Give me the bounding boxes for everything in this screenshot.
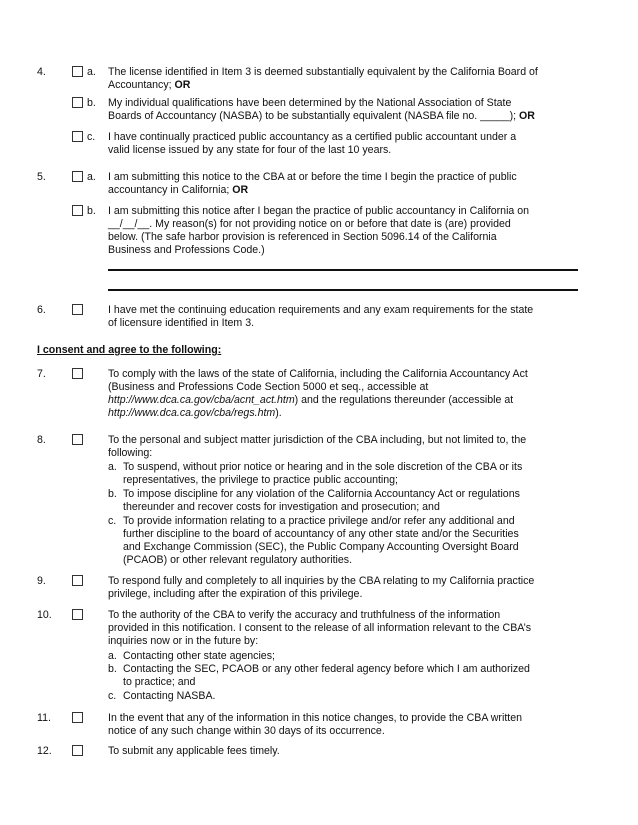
- item-5a-checkbox[interactable]: [72, 171, 83, 182]
- item-10a-letter: a.: [108, 650, 117, 662]
- item-5a-or: OR: [232, 184, 249, 196]
- item-8c-line4: (PCAOB) or other relevant regulatory authorities.: [123, 554, 353, 566]
- item-6-number: 6.: [37, 304, 46, 316]
- item-4-number: 4.: [37, 66, 46, 78]
- item-4b-line2-text: Boards of Accountancy (NASBA) to be substantially equivalent (NASBA file no. _____);: [108, 110, 520, 122]
- item-4c-letter: c.: [87, 131, 96, 143]
- item-12-text: To submit any applicable fees timely.: [108, 745, 280, 757]
- item-4a-line1: The license identified in Item 3 is deemed substantially equivalent by the California Board of: [108, 66, 538, 78]
- item-8c-line3: and Exchange Commission (SEC), the Public Company Accounting Oversight Board: [123, 541, 519, 553]
- item-10-text: [108, 609, 593, 648]
- item-10b-letter: b.: [108, 663, 117, 675]
- item-9-number: 9.: [37, 575, 46, 587]
- item-4a-letter: a.: [87, 66, 96, 78]
- item-10a-text: Contacting other state agencies;: [123, 650, 275, 662]
- item-4b-line2: [108, 110, 593, 123]
- item-7-line1: To comply with the laws of the state of California, including the California Accountancy Act: [108, 368, 528, 380]
- item-4a-text: [108, 66, 593, 92]
- item-8c-letter: c.: [108, 515, 117, 527]
- item-6-checkbox[interactable]: [72, 304, 83, 315]
- item-8-text: [108, 434, 593, 460]
- item-11-checkbox[interactable]: [72, 712, 83, 723]
- item-8a-letter: a.: [108, 461, 117, 473]
- item-5a-letter: a.: [87, 171, 96, 183]
- item-5a-line1: I am submitting this notice to the CBA at or before the time I begin the practice of public: [108, 171, 517, 183]
- item-4a-line2: [108, 79, 593, 92]
- item-10b-line1: Contacting the SEC, PCAOB or any other federal agency before which I am authorized: [123, 663, 530, 675]
- item-4b-line1: My individual qualifications have been determined by the National Association of State: [108, 97, 512, 109]
- item-5b-line1: I am submitting this notice after I began the practice of public accountancy in California on: [108, 205, 530, 217]
- item-4c-line2: valid license issued by any state for four of the last 10 years.: [108, 144, 392, 156]
- item-7-text: [108, 368, 593, 420]
- item-8a-text: [123, 461, 593, 487]
- item-9-checkbox[interactable]: [72, 575, 83, 586]
- item-4a-or: OR: [174, 79, 191, 91]
- item-11-text: [108, 712, 593, 738]
- item-4b-letter: b.: [87, 97, 96, 109]
- item-10-line2: provided in this notification. I consent to the release of all information relevant to the CBA’s: [108, 622, 532, 634]
- item-8b-line1: To impose discipline for any violation of the California Accountancy Act or regulations: [123, 488, 520, 500]
- item-8a-line1: To suspend, without prior notice or hearing and in the sole discretion of the CBA or its: [123, 461, 523, 473]
- item-7-line3-tail: ) and the regulations thereunder (accessible at: [294, 394, 514, 406]
- item-4a-checkbox[interactable]: [72, 66, 83, 77]
- item-6-text: [108, 304, 593, 330]
- item-5a-text: [108, 171, 593, 197]
- item-11-line1: In the event that any of the information in this notice changes, to provide the CBA written: [108, 712, 522, 724]
- item-8a-line2: representatives, the privilege to practice public accounting;: [123, 474, 399, 486]
- item-4a-line2-text: Accountancy;: [108, 79, 175, 91]
- item-7-line2: (Business and Professions Code Section 5000 et seq., accessible at: [108, 381, 429, 393]
- item-8-line1: To the personal and subject matter jurisdiction of the CBA including, but not limited to, the: [108, 434, 527, 446]
- item-5a-line2: [108, 184, 593, 197]
- item-8-line2: following:: [108, 447, 153, 459]
- item-6-line1: I have met the continuing education requirements and any exam requirements for the state: [108, 304, 534, 316]
- item-9-text: [108, 575, 593, 601]
- item-12-number: 12.: [37, 745, 52, 757]
- item-8b-line2: thereunder and recover costs for investigation and prosecution; and: [123, 501, 440, 513]
- item-8b-text: [123, 488, 593, 514]
- item-10-checkbox[interactable]: [72, 609, 83, 620]
- item-10-line3: inquiries now or in the future by:: [108, 635, 259, 647]
- item-8-checkbox[interactable]: [72, 434, 83, 445]
- item-11-number: 11.: [37, 712, 51, 724]
- item-9-line1: To respond fully and completely to all inquiries by the CBA relating to my California practice: [108, 575, 535, 587]
- item-10b-line2: to practice; and: [123, 676, 196, 688]
- accountancy-act-link[interactable]: http://www.dca.ca.gov/cba/acnt_act.htm: [108, 394, 295, 406]
- item-4c-checkbox[interactable]: [72, 131, 83, 142]
- item-8c-text: [123, 515, 593, 567]
- item-8b-letter: b.: [108, 488, 117, 500]
- item-5-number: 5.: [37, 171, 46, 183]
- reason-line-2[interactable]: [108, 289, 578, 291]
- item-7-line4: [108, 407, 593, 420]
- item-5b-checkbox[interactable]: [72, 205, 83, 216]
- item-10-line1: To the authority of the CBA to verify the accuracy and truthfulness of the information: [108, 609, 501, 621]
- item-12-checkbox[interactable]: [72, 745, 83, 756]
- item-5b-line4: Business and Professions Code.): [108, 244, 265, 256]
- item-8-number: 8.: [37, 434, 46, 446]
- item-8c-line2: further discipline to the board of accountancy of any other state and/or the Securities: [123, 528, 519, 540]
- item-4b-or: OR: [519, 110, 535, 122]
- item-10b-text: [123, 663, 593, 689]
- item-7-line4-tail: ).: [275, 407, 282, 419]
- item-4b-text: [108, 97, 593, 123]
- consent-heading: I consent and agree to the following:: [37, 344, 222, 356]
- item-4c-line1: I have continually practiced public accountancy as a certified public accountant under a: [108, 131, 517, 143]
- item-4b-checkbox[interactable]: [72, 97, 83, 108]
- regulations-link[interactable]: http://www.dca.ca.gov/cba/regs.htm: [108, 407, 276, 419]
- item-7-number: 7.: [37, 368, 46, 380]
- item-8c-line1: To provide information relating to a practice privilege and/or refer any additional and: [123, 515, 515, 527]
- item-5b-text: [108, 205, 593, 257]
- item-4c-text: [108, 131, 593, 157]
- item-7-line3: [108, 394, 593, 407]
- item-5b-letter: b.: [87, 205, 96, 217]
- item-10c-letter: c.: [108, 690, 117, 702]
- item-5a-line2-text: accountancy in California;: [108, 184, 233, 196]
- item-7-checkbox[interactable]: [72, 368, 83, 379]
- reason-line-1[interactable]: [108, 269, 578, 271]
- item-9-line2: privilege, including after the expiration of this privilege.: [108, 588, 363, 600]
- item-6-line2: of licensure identified in Item 3.: [108, 317, 255, 329]
- item-5b-line3: below. (The safe harbor provision is referenced in Section 5096.14 of the California: [108, 231, 497, 243]
- item-11-line2: notice of any such change within 30 days of its occurrence.: [108, 725, 385, 737]
- item-5b-line2: __/__/__. My reason(s) for not providing notice on or before that date is (are) provided: [108, 218, 511, 230]
- item-10c-text: Contacting NASBA.: [123, 690, 216, 702]
- item-10-number: 10.: [37, 609, 52, 621]
